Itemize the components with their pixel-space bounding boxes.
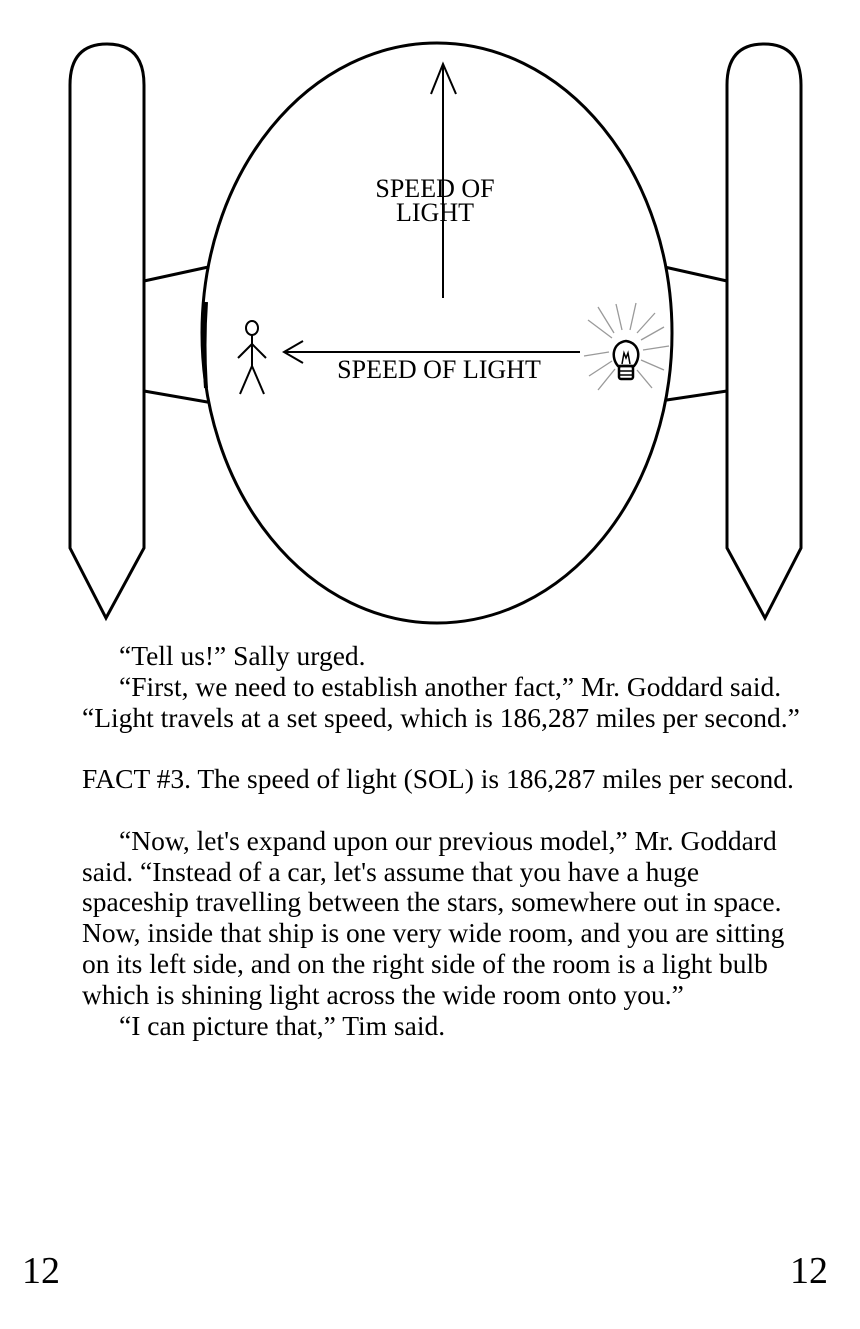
page-number-left: 12 (22, 1250, 60, 1292)
vertical-arrow-label-line2: LIGHT (396, 198, 474, 227)
vertical-arrow-label-line1: SPEED OF (375, 174, 495, 203)
right-nacelle (727, 44, 801, 618)
paragraph: “Now, let's expand upon our previous model,” Mr. Goddard said. “Instead of a car, let's assume that you have a huge spaceship travelling between the stars, somewhere out in space. Now, inside that ship is one very wide room, and you are sitting on its left side, and on the right side of the room is a light bulb which is shining light across the wide room onto you.” (82, 824, 785, 1010)
fact-statement: FACT #3. The speed of light (SOL) is 186,287 miles per second. (82, 763, 794, 795)
main-hull (202, 43, 672, 623)
story-text (82, 641, 802, 1041)
hull-door (205, 302, 207, 388)
page-number-right: 12 (790, 1250, 828, 1292)
horizontal-arrow-label: SPEED OF LIGHT (337, 355, 541, 384)
left-nacelle (70, 44, 144, 618)
paragraph: “I can picture that,” Tim said. (119, 1009, 446, 1041)
paragraph: “First, we need to establish another fact,” Mr. Goddard said. “Light travels at a set speed, which is 186,287 miles per second.” (82, 670, 800, 733)
paragraph: “Tell us!” Sally urged. (119, 640, 366, 671)
spaceship-illustration (0, 0, 860, 640)
